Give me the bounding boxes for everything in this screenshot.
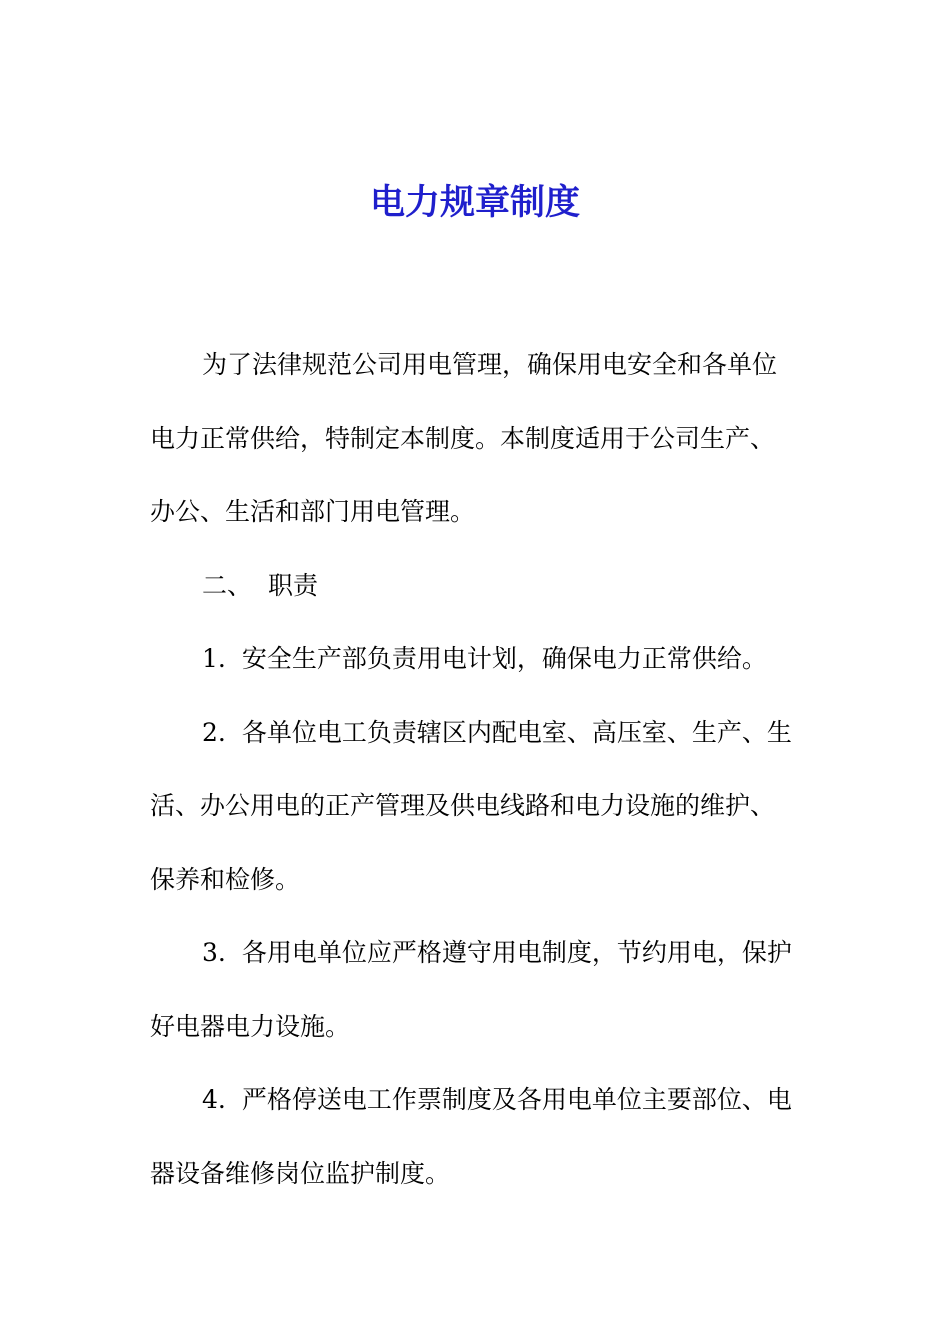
list-item (150, 1063, 810, 1210)
list-item-line (150, 622, 810, 696)
list-item-number: 4. (202, 1085, 226, 1114)
list-item (150, 916, 810, 1063)
list-item (150, 696, 810, 917)
list-item-text: 好电器电力设施。 (150, 1011, 351, 1041)
section-heading (150, 549, 810, 623)
list-item-line (150, 696, 810, 770)
list-item (150, 622, 810, 696)
list-item-text: 器设备维修岗位监护制度。 (150, 1158, 451, 1188)
list-item-number: 3. (202, 938, 226, 967)
list-item-text: 各用电单位应严格遵守用电制度，节约用电，保护 (241, 938, 792, 967)
paragraph-line: 电力正常供给，特制定本制度。本制度适用于公司生产、 (150, 423, 776, 453)
paragraph-intro (150, 328, 810, 549)
document-title: 电力规章制度 (369, 183, 580, 223)
paragraph-line: 办公、生活和部门用电管理。 (150, 497, 476, 526)
section-number: 二、 (202, 570, 253, 600)
section-heading-text: 职责 (268, 570, 319, 600)
list-item-text: 安全生产部负责用电计划，确保电力正常供给。 (241, 644, 767, 673)
list-item-number: 1. (202, 644, 226, 673)
paragraph-line: 为了法律规范公司用电管理，确保用电安全和各单位 (202, 350, 778, 379)
list-item-text: 保养和检修。 (150, 864, 301, 894)
list-item-text: 严格停送电工作票制度及各用电单位主要部位、电 (241, 1085, 792, 1114)
list-item-text: 活、办公用电的正产管理及供电线路和电力设施的维护、 (150, 791, 776, 820)
list-item-text: 各单位电工负责辖区内配电室、高压室、生产、生 (241, 717, 792, 747)
list-item-number: 2. (202, 717, 226, 747)
list-item-line (150, 1063, 810, 1137)
list-item-line (150, 916, 810, 990)
document-body (150, 328, 810, 1210)
